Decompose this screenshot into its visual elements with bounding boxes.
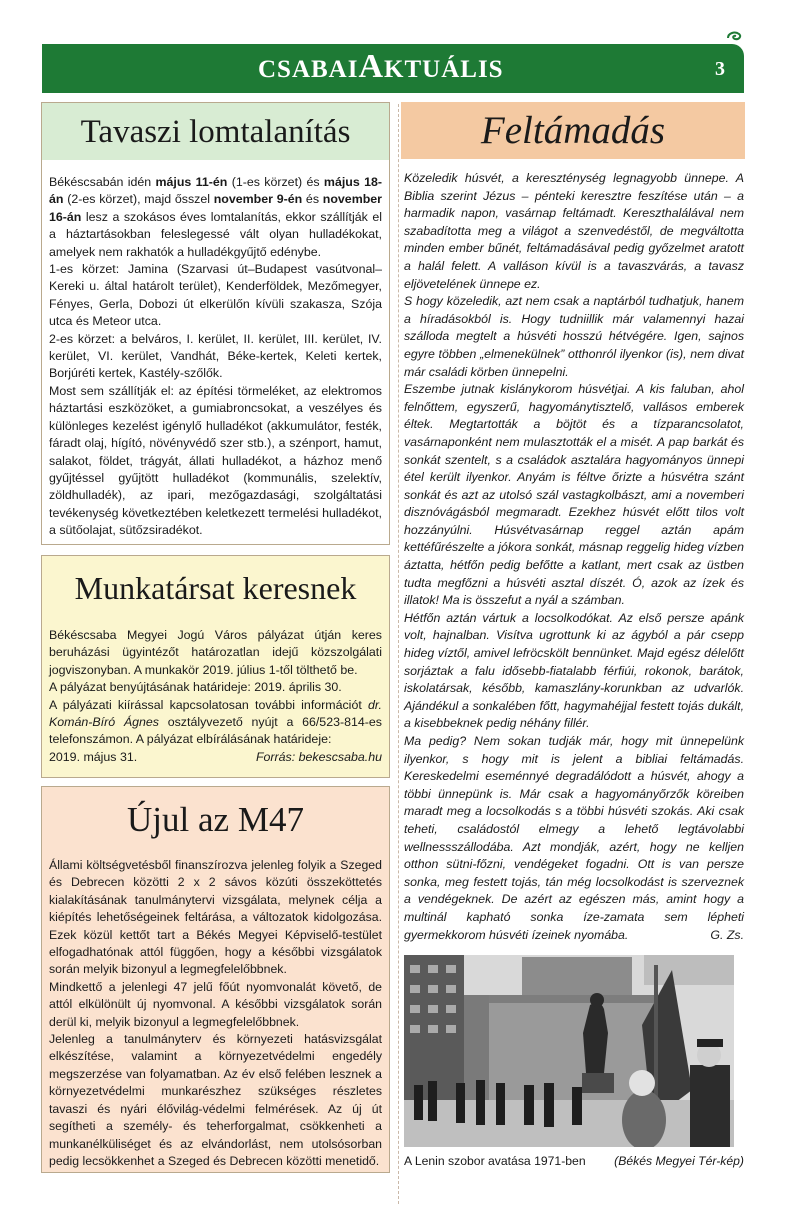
m47-text bbox=[49, 857, 382, 1170]
feltamadas-text bbox=[404, 170, 744, 944]
photo-caption bbox=[404, 1154, 744, 1168]
munkatars-deadline: A pályázat benyújtásának határideje: 2019. április 30. bbox=[49, 680, 342, 695]
title-prefix: CSABAI bbox=[258, 56, 359, 83]
munkatars-title: Munkatársat keresnek bbox=[74, 570, 357, 606]
munkatars-source: Forrás: bekescsaba.hu bbox=[255, 749, 382, 764]
lomtalanitas-paragraph: Békéscsabán idén május 11-én (1-es körzet) és május 18-án (2-es körzet), majd ősszel november 9-én és november 16-án lesz a szokásos éves lomtalanítás, ekkor szállítják el a háztartásokban feleslegessé vált olyan hulladékokat, amelyek nem rakhatók a hulladékgyűjtő edénybe. bbox=[49, 175, 382, 259]
feltamadas-paragraph: S hogy közeledik, azt nem csak a naptárból tudhatjuk, hanem a híradásokból is. Hogy tudniillik már valamennyi hazai szálloda megtelt a húsvéti hosszú hétvégére. Igen, sajnos egyre többen „elmenekülnek” otthonról ilyenkor (is), nem divat már családi körben ünnepelni. bbox=[404, 294, 744, 379]
m47-box bbox=[41, 786, 390, 1173]
caption-credit: (Békés Megyei Tér-kép) bbox=[614, 1154, 744, 1168]
lomtalanitas-title: Tavaszi lomtalanítás bbox=[80, 114, 351, 150]
page-number: 3 bbox=[715, 58, 725, 80]
munkatars-text bbox=[49, 627, 382, 766]
feltamadas-paragraph: Eszembe jutnak kislánykorom húsvétjai. A kis faluban, ahol felnőttem, egyszerű, hagyománytisztelő, vallásos emberek éltek. Megtartották a böjtöt és a tízparancsolatot, vasárnaponként nem mulasztották el a misét. A pap barkát és sonkát szentelt, s a családok asztalára hagyományos ünnepi étel került ilyenkor. Anyám is féltve őrizte a húsvétra szánt sonkát és azt az utolsó szál vastagkolbászt, ami a novemberi disznóvágásból megmaradt. Ezekhez húsvét előtt tilos volt hozzányúlni. Húsvétvasárnap reggel aztán apám kettéfűrészelte a jókora sonkát, másnap reggelig hideg vízben áztatta, hétfőn pedig befőtte a katlant, mert csak az üstben tudta megfőzni a húsvéti asztal díszét. Ó, azok az ízek és illatok! Ma is összefut a nyál a számban. bbox=[404, 382, 744, 608]
m47-paragraph: Mindkettő a jelenlegi 47 jelű főút nyomvonalát követő, de attól elkülönült új nyomvonal. A későbbi vizsgálatok során derül ki, melyik bizonyul a legmegfelelőbbnek. bbox=[49, 979, 382, 1029]
lenin-statue-photo bbox=[404, 955, 734, 1147]
lomtalanitas-text bbox=[49, 174, 382, 540]
photo-illustration-icon bbox=[404, 955, 734, 1147]
swirl-logo-icon bbox=[726, 30, 744, 44]
feltamadas-paragraph: Közeledik húsvét, a kereszténység legnagyobb ünnepe. A Biblia szerint Jézus – pénteki keresztre feszítése után – a harmadik napon, vasárnap feltámadt. Kereszthalálával nem szabadította meg a világot a szenvedéstől, de megváltotta minden ember bűnét, feltámadásával pedig győzelmet aratott a halál felett. A valláson kívül is a tavaszvárás, a tavasz eljövetelének ünnepe ez. bbox=[404, 171, 744, 291]
title-big-letter: A bbox=[358, 48, 385, 85]
m47-paragraph: Jelenleg a tanulmányterv és környezeti hatásvizsgálat elkészítése, valamint a környezetvédelmi engedély megszerzése van folyamatban. Az év első felében lesznek a környezetvédelmi munkarészhez szükséges részletes tavaszi és nyári élővilág-védelmi felmérések. Az új út segítheti a személy- és teherforgalmat, csökkenheti a munkanélküliséget és az elvándorlást, nem utolsósorban pedig lecsökkenhet a Szeged és Debrecen közötti menetidő. bbox=[49, 1032, 382, 1168]
magazine-title bbox=[258, 48, 504, 92]
district-2-paragraph: 2-es körzet: a belváros, I. kerület, II. kerület, III. kerület, IV. kerület, VI. kerület, Vandhát, Béke-kertek, Keleti kertek, Borjúréti kertek, Kastély-szőlők. bbox=[49, 331, 382, 381]
caption-text: A Lenin szobor avatása 1971-ben bbox=[404, 1154, 586, 1168]
munkatars-box bbox=[41, 555, 390, 778]
feltamadas-paragraph: Hétfőn aztán vártuk a locsolkodókat. Az első persze apánk volt, hajnalban. Visítva ugrottunk ki az ágyból a pár csepp hideg víztől, amivel lefröcskölt bennünket. Majd egész délelőtt sorjáztak a falu idősebb-fiatalabb férfiúi, rokonok, barátok, iskolatársak, később, kamaszlány-korunkban az udvarlók. Ajándékul a sonkalében főtt, hagymahéjjal festett tojás dukált, a kisebbeknek pedig néhány fillér. bbox=[404, 610, 744, 731]
feltamadas-title-bar bbox=[401, 102, 745, 159]
m47-title: Újul az M47 bbox=[127, 800, 304, 839]
munkatars-contact: A pályázati kiírással kapcsolatosan további információt dr. Komán-Bíró Ágnes osztályvezető nyújt a 66/523-814-es telefonszámon. A pályázat elbírálásának határideje: bbox=[49, 697, 382, 747]
munkatars-decision-date: 2019. május 31. Forrás: bekescsaba.hu bbox=[49, 749, 382, 766]
m47-paragraph: Állami költségvetésből finanszírozva jelenleg folyik a Szeged és Debrecen közötti 2 x 2 sávos közúti összeköttetés kialakításának tanulmánytervi vizsgálata, melynek célja a kiépítés lehetőségeinek feltárása, a változatok kidolgozása. Ezek közül kettőt tart a Békés Megyei Képviselő-testület elfogadhatónak attól függően, hogy a későbbi vizsgálatok során melyik bizonyul a legmegfelelőbbnek. bbox=[49, 858, 382, 977]
excluded-items-paragraph: Most sem szállítják el: az építési törmeléket, az elektromos háztartási eszközöket, a gumiabroncsokat, a veszélyes és különleges kezelést igénylő hulladékot (akkumulátor, festék, fáradt olaj, hígító, növényvédő szer stb.), a szénport, hamut, salakot, földet, trágyát, állati hulladékot, a házhoz menő gyűjtéssel gyűjtött hulladékot (kommunális, szelektív, zöldhulladék), az ipari, mezőgazdasági, szolgáltatási tevékenység következtében keletkezett termelési hulladékot, a sütőolajat, sütőzsiradékot. bbox=[49, 383, 382, 538]
author-signature: G. Zs. bbox=[710, 927, 744, 942]
lomtalanitas-box bbox=[41, 102, 390, 545]
munkatars-paragraph: Békéscsaba Megyei Jogú Város pályázat útján keres beruházási ügyintézőt határozatlan idejű közszolgálati jogviszonyban. A munkakör 2019. július 1-től tölthető be. bbox=[49, 628, 382, 677]
feltamadas-paragraph: Ma pedig? Nem sokan tudják már, hogy mit ünnepelünk ilyenkor, s hogy mit is jelent a bibliai feltámadás. Kereskedelmi eseménnyé degradálódott a húsvét, ahogy a többi ünnepünk is. Már csak a hagyományőrzők köreiben maradt meg a locsolkodás s a többi húsvéti szokás. Aki csak teheti, családostól elmegy a lehető legtávolabbi wellnessszállodába. Azt mondják, azért, hogy ne kelljen otthon sütni-főzni, vendégeket fogadni. Ott is van persze sonka, meg festett tojás, tán még locsolkodást is szerveznek a vendégeknek. De azért az egészen más, amint hogy a multinál kapható sonka íze-zamata sem lépheti gyermekkorom húsvéti ízeinek nyomába. G. Zs. bbox=[404, 733, 744, 944]
district-1-paragraph: 1-es körzet: Jamina (Szarvasi út–Budapest vasútvonal–Kereki u. által határolt terület), Kenderföldek, Mezőmegyer, Fényes, Gerla, Dobozi út elkerülőn kívüli szakasza, Szója utca és Meteor utca. bbox=[49, 262, 382, 329]
feltamadas-title: Feltámadás bbox=[480, 109, 666, 152]
column-divider bbox=[398, 104, 399, 1204]
title-rest: KTUÁLIS bbox=[384, 56, 504, 83]
